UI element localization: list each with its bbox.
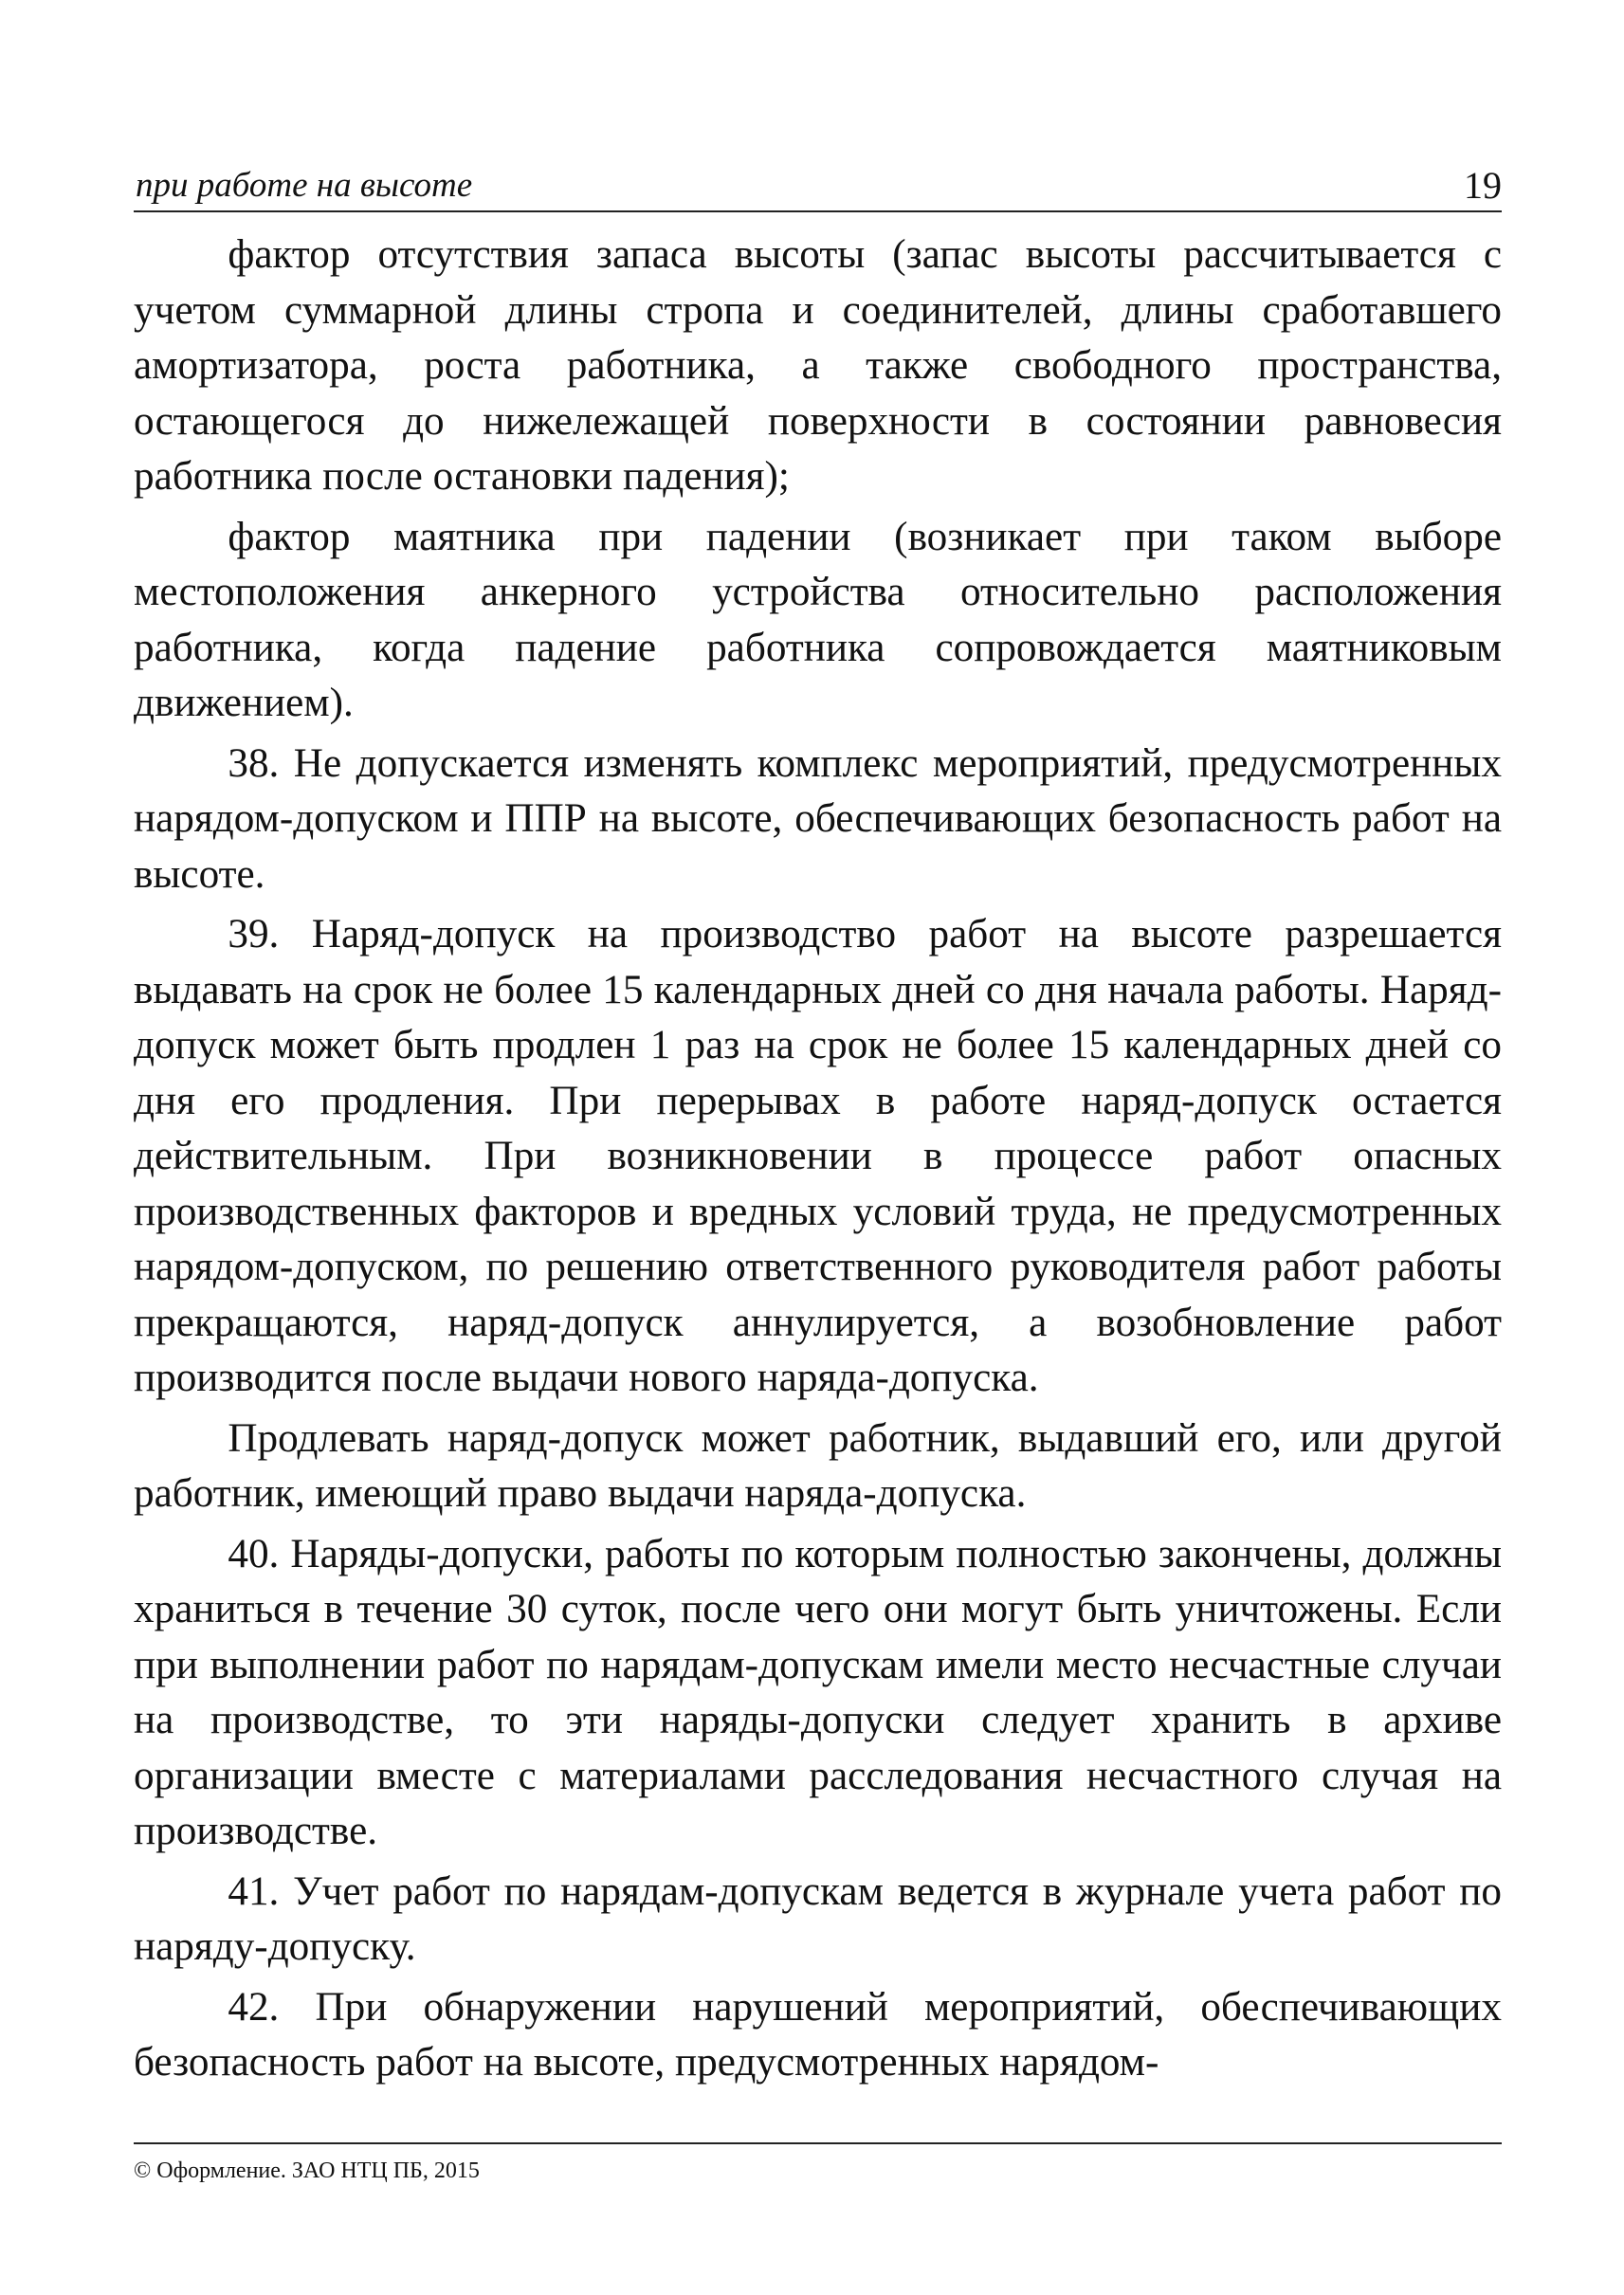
- paragraph-item-41: 41. Учет работ по нарядам-допускам ведется в журнале учета работ по наряду-допуску.: [134, 1868, 1502, 1969]
- running-title: при работе на высоте: [136, 166, 473, 205]
- paragraph-item-38: 38. Не допускается изменять комплекс мероприятий, предусмотренных нарядом-допуском и ППР на высоте, обеспечивающих безопасность работ на высоте.: [134, 740, 1502, 897]
- paragraph-item-39: 39. Наряд-допуск на производство работ на высоте разрешается выдавать на срок не более 15 календарных дней со дня начала работы. Наряд-допуск может быть продлен 1 раз на срок не более 15 календарных дней со дня его продления. При перерывах в работе наряд-допуск остается действительным. При возникновении в процессе работ опасных производственных факторов и вредных условий труда, не предусмотренных нарядом-допуском, по решению ответственного руководителя работ работы прекращаются, наряд-допуск аннулируется, а возобновление работ производится после выдачи нового наряда-допуска.: [134, 912, 1502, 1400]
- copyright-notice: © Оформление. ЗАО НТЦ ПБ, 2015: [134, 2158, 480, 2183]
- document-page: [134, 161, 1502, 2209]
- page-number: 19: [1464, 164, 1502, 207]
- page-footer: [134, 2142, 1502, 2184]
- running-header: [134, 161, 1502, 212]
- paragraph-item-42: 42. При обнаружении нарушений мероприятий, обеспечивающих безопасность работ на высоте, предусмотренных нарядом-: [134, 1984, 1502, 2085]
- paragraph-height-reserve-factor: фактор отсутствия запаса высоты (запас высоты рассчитывается с учетом суммарной длины стропа и соединителей, длины сработавшего амортизатора, роста работника, а также свободного пространства, остающегося до нижележащей поверхности в состоянии равновесия работника после остановки падения);: [134, 232, 1502, 499]
- paragraph-pendulum-factor: фактор маятника при падении (возникает при таком выборе местоположения анкерного устройства относительно расположения работника, когда падение работника сопровождается маятниковым движением).: [134, 514, 1502, 725]
- paragraph-item-40: 40. Наряды-допуски, работы по которым полностью закончены, должны храниться в течение 30 суток, после чего они могут быть уничтожены. Если при выполнении работ по нарядам-допускам имели место несчастные случаи на производстве, то эти наряды-допуски следует хранить в архиве организации вместе с материалами расследования несчастного случая на производстве.: [134, 1531, 1502, 1853]
- paragraph-permit-extension: Продлевать наряд-допуск может работник, выдавший его, или другой работник, имеющий право выдачи наряда-допуска.: [134, 1415, 1502, 1516]
- body-text: [134, 228, 1502, 2096]
